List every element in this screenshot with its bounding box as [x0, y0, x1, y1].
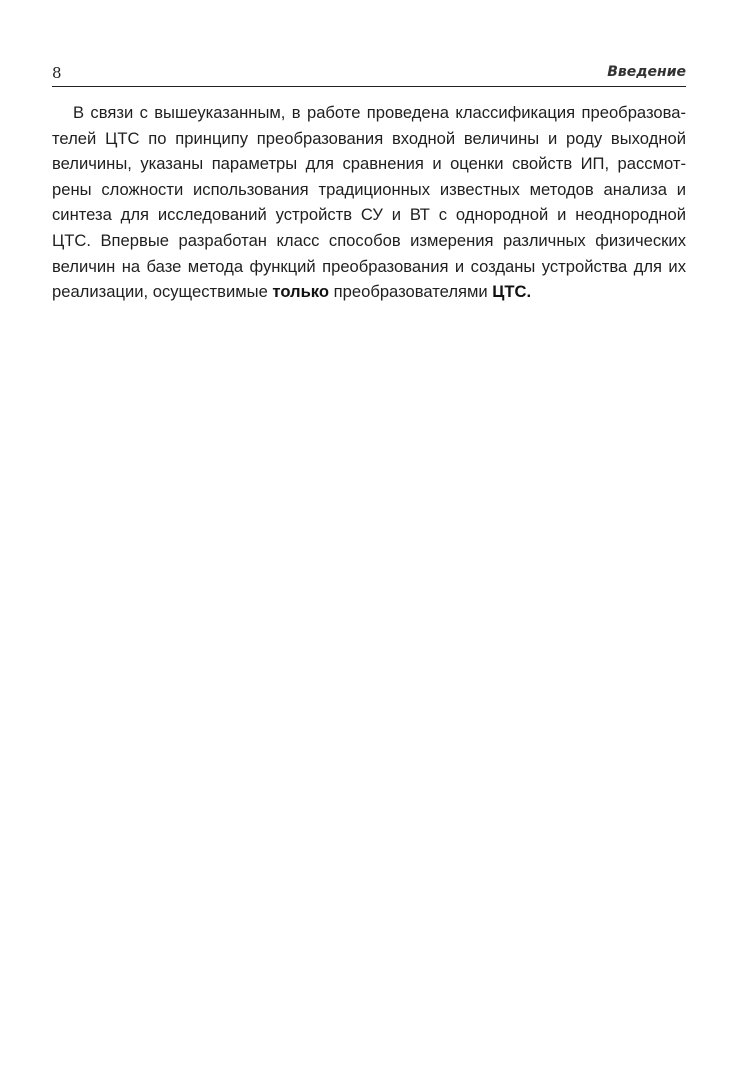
bold-emphasis: только	[272, 282, 330, 302]
paragraph-line: рены сложности использования традиционных известных методов анализа и	[52, 179, 686, 199]
paragraph-line: ЦТС. Впервые разработан класс способов измерения различных физических	[52, 230, 686, 250]
running-title: Введение	[607, 64, 686, 80]
paragraph-line: телей ЦТС по принципу преобразования входной величины и роду выходной	[52, 128, 686, 148]
body-paragraph	[52, 100, 686, 305]
paragraph-last-line	[52, 279, 686, 305]
bold-emphasis: ЦТС.	[492, 282, 532, 302]
text-segment: преобразователями	[329, 282, 493, 302]
paragraph-line: синтеза для исследований устройств СУ и ВТ с однородной и неоднородной	[52, 205, 686, 225]
page-header	[52, 62, 686, 87]
paragraph-line: В связи с вышеуказанным, в работе проведена классификация преобразова-	[73, 103, 686, 122]
paragraph-line: величин на базе метода функций преобразования и созданы устройства для их	[52, 256, 686, 276]
paragraph-line: величины, указаны параметры для сравнения и оценки свойств ИП, рассмот-	[52, 154, 686, 174]
text-segment: реализации, осуществимые	[52, 282, 273, 302]
page-number: 8	[52, 64, 62, 82]
